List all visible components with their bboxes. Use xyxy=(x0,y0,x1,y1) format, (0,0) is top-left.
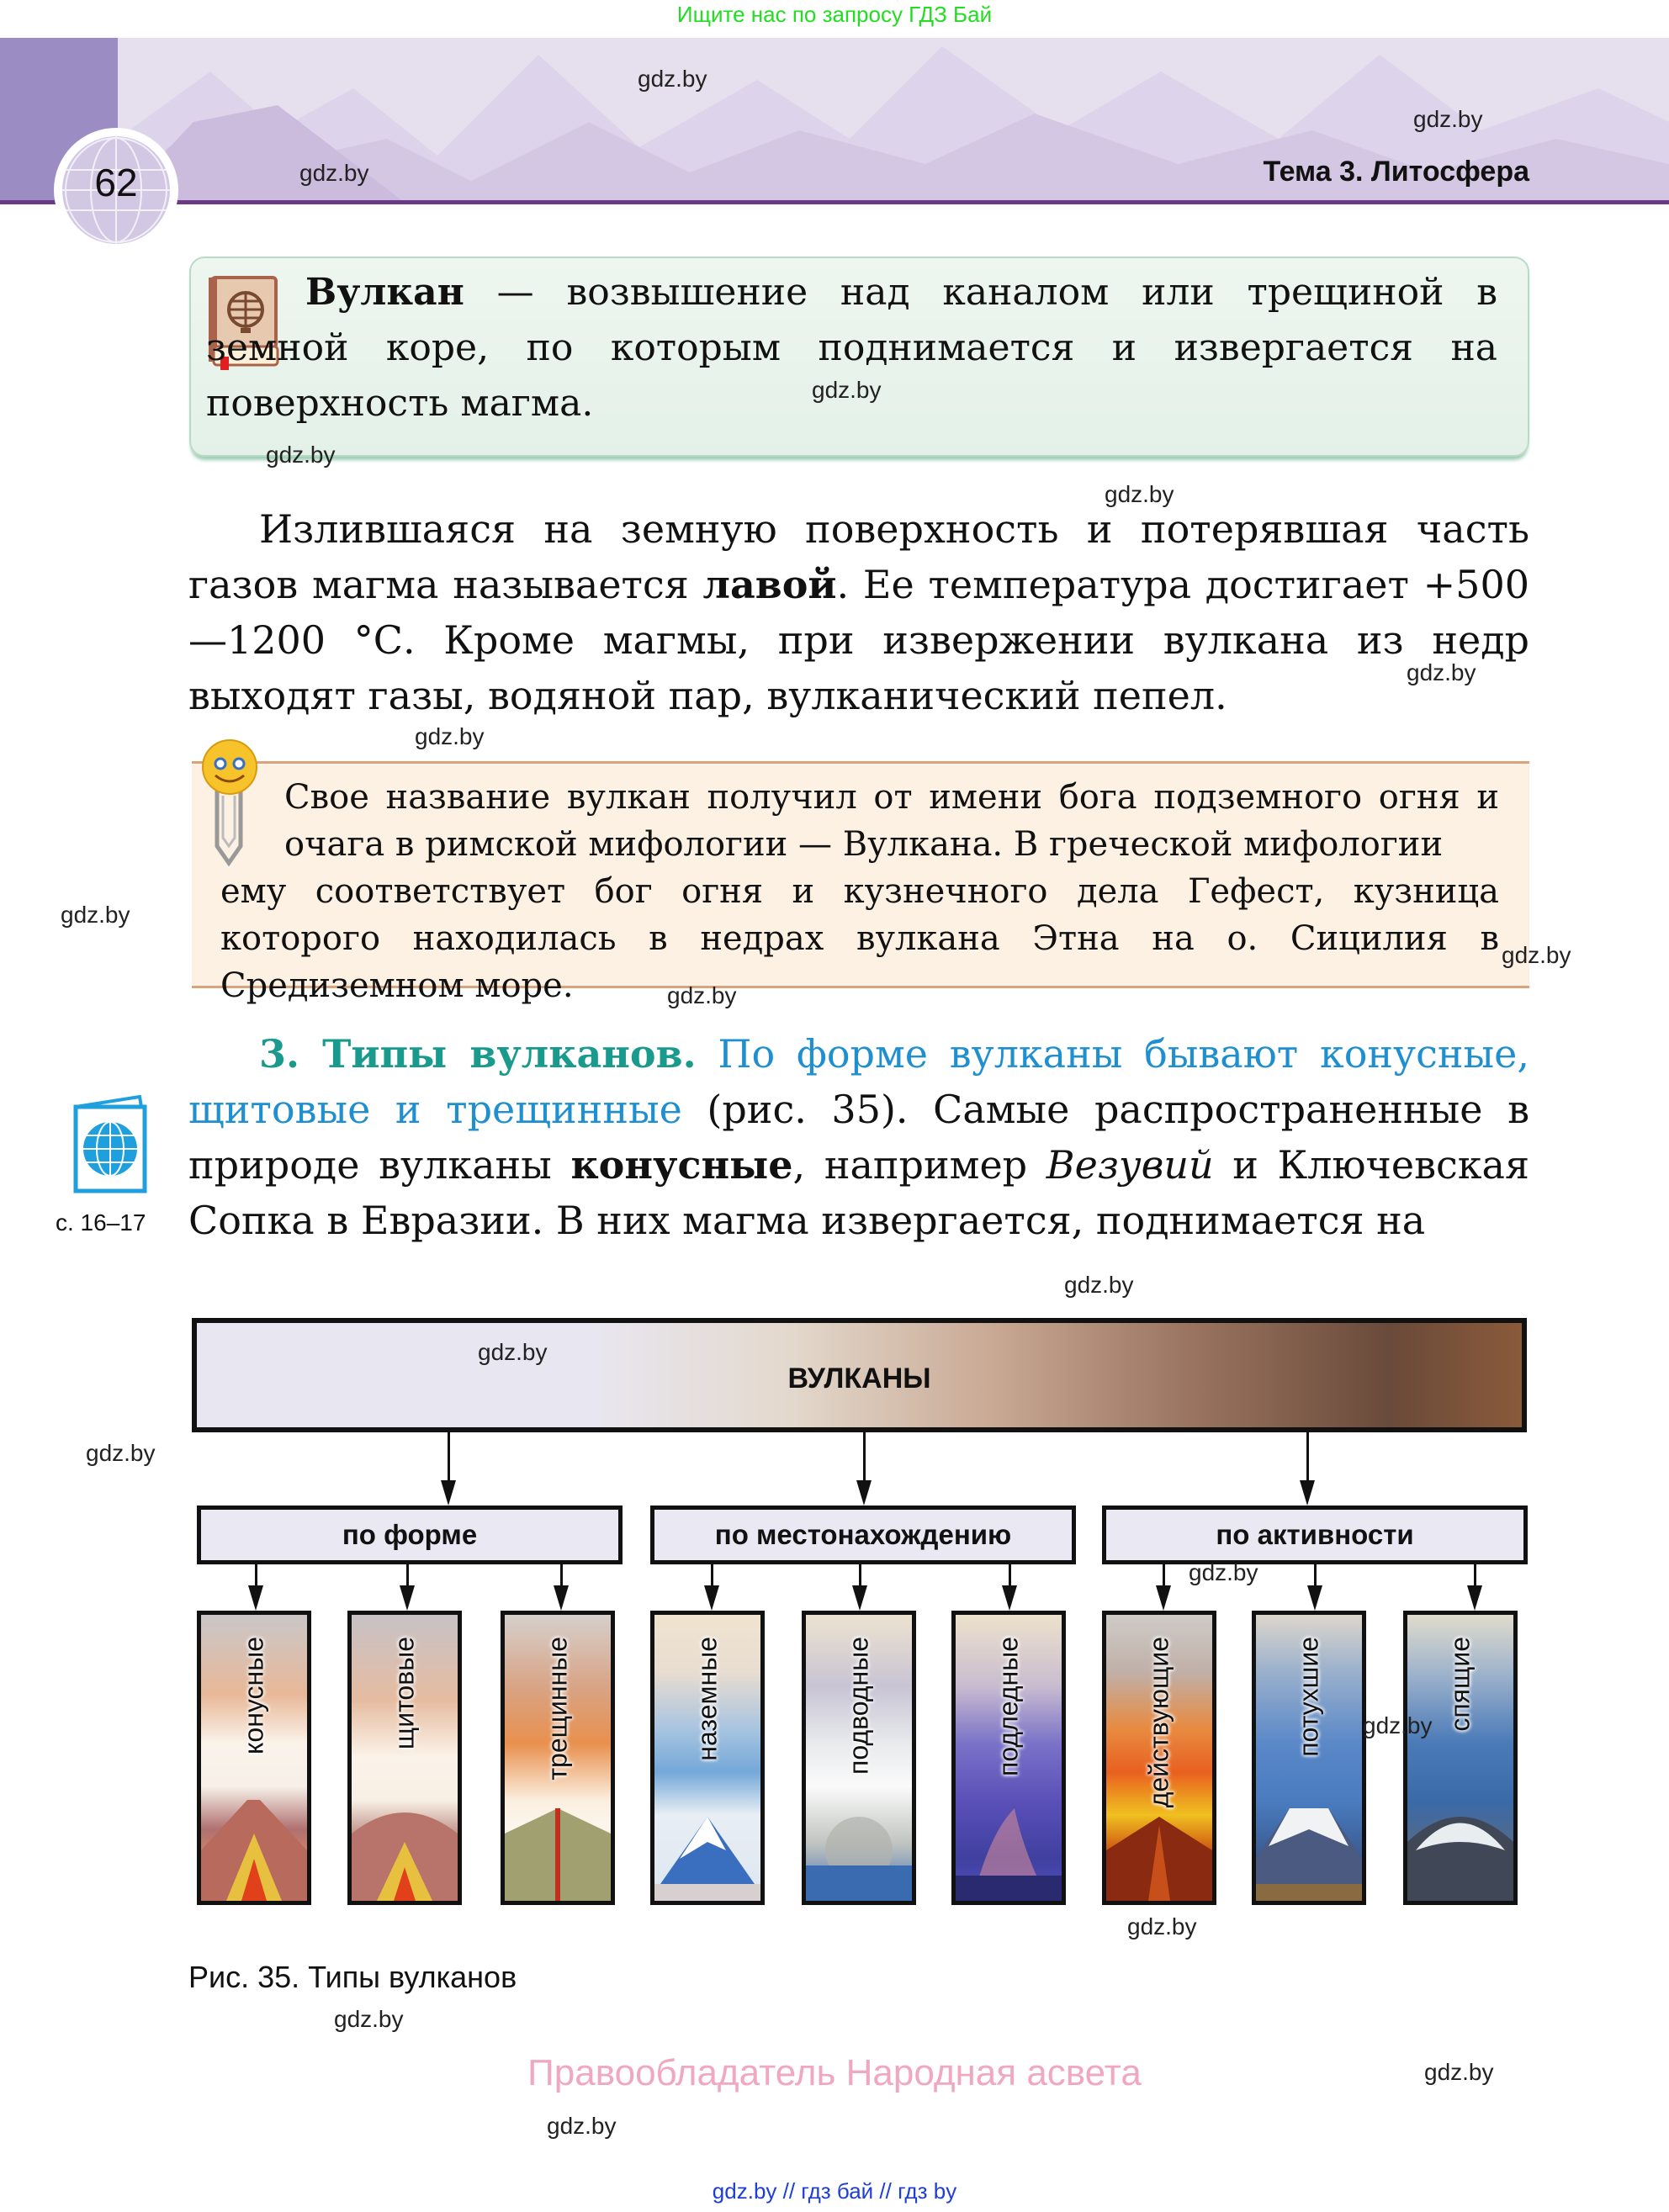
arrow-down-icon xyxy=(856,1480,872,1506)
paragraph-text: и Ключевская Сопка в Евразии. В них магма извергается, поднимается на xyxy=(188,1142,1529,1243)
paragraph-text: . Ее температура достигает +500—1200 °С. Кроме магмы, при извержении вулкана из недр выходят газы, водяной пар, вулканический пепел. xyxy=(188,562,1529,718)
category-label: по местонахождению xyxy=(714,1519,1012,1550)
type-card-active xyxy=(1102,1611,1216,1905)
arrow-down-icon xyxy=(400,1585,415,1611)
type-card-shield xyxy=(347,1611,462,1905)
watermark: gdz.by xyxy=(1413,106,1483,132)
arrow-down-icon xyxy=(1300,1480,1315,1506)
type-label: щитовые xyxy=(389,1637,420,1750)
arrow-down-icon xyxy=(1002,1585,1017,1611)
arrow-down-icon xyxy=(248,1585,263,1611)
section-volcano-types xyxy=(188,1026,1529,1248)
definition-text xyxy=(206,265,1497,431)
type-label: подводные xyxy=(843,1637,874,1775)
connector-line xyxy=(711,1564,713,1588)
connector-line xyxy=(863,1432,866,1483)
term-conical: конусные xyxy=(570,1142,793,1188)
fun-fact-line: Свое название вулкан получил от имени бога подземного огня и очага в римской мифологии — Вулкана. В греческой мифологии xyxy=(284,778,1499,864)
type-label: действующие xyxy=(1143,1637,1174,1808)
category-by-form xyxy=(197,1506,623,1564)
arrow-down-icon xyxy=(441,1480,456,1506)
watermark: gdz.by xyxy=(1363,1712,1433,1738)
connector-line xyxy=(859,1564,861,1588)
watermark: gdz.by xyxy=(1064,1272,1134,1298)
term-vesuvius: Везувий xyxy=(1046,1142,1214,1188)
arrow-down-icon xyxy=(704,1585,719,1611)
watermark: gdz.by xyxy=(478,1339,548,1365)
connector-line xyxy=(255,1564,257,1588)
type-card-subglacial xyxy=(951,1611,1066,1905)
topic-title: Тема 3. Литосфера xyxy=(1263,156,1529,188)
watermark: gdz.by xyxy=(812,377,882,403)
arrow-down-icon xyxy=(1307,1585,1322,1611)
type-label: наземные xyxy=(691,1637,723,1761)
atlas-page-reference[interactable]: с. 16–17 xyxy=(56,1209,146,1236)
type-card-conical xyxy=(197,1611,311,1905)
watermark: gdz.by xyxy=(299,160,369,186)
type-card-underwater xyxy=(802,1611,916,1905)
type-card-dormant xyxy=(1403,1611,1518,1905)
type-label: конусные xyxy=(238,1637,269,1754)
atlas-book-icon[interactable] xyxy=(72,1095,148,1194)
watermark: gdz.by xyxy=(1407,659,1476,685)
connector-line xyxy=(1306,1432,1309,1483)
header-divider xyxy=(0,200,1669,204)
paragraph-text: (рис. 35). Самые распространенные в природе вулканы xyxy=(188,1087,1529,1188)
type-card-land xyxy=(650,1611,765,1905)
watermark: gdz.by xyxy=(547,2113,617,2139)
category-label: по форме xyxy=(342,1519,478,1550)
arrow-down-icon xyxy=(554,1585,569,1611)
definition-term: Вулкан xyxy=(305,271,464,314)
definition-body: — возвышение над каналом или трещиной в земной коре, по которым поднимается и извергается на поверхность магма. xyxy=(206,271,1497,425)
diagram-root-label: ВУЛКАНЫ xyxy=(787,1363,931,1394)
watermark: gdz.by xyxy=(334,2006,404,2032)
type-label: потухшие xyxy=(1293,1637,1324,1757)
type-label: спящие xyxy=(1444,1637,1476,1732)
term-lava: лавой xyxy=(702,562,837,607)
search-banner[interactable]: Ищите нас по запросу ГДЗ Бай xyxy=(676,2,993,27)
connector-line xyxy=(1474,1564,1476,1588)
category-by-location xyxy=(650,1506,1076,1564)
connector-line xyxy=(448,1432,450,1483)
highlighted-text: По форме вулканы бывают конусные, щитовые и трещинные xyxy=(188,1031,1529,1132)
watermark: gdz.by xyxy=(638,66,707,92)
type-card-extinct xyxy=(1252,1611,1366,1905)
connector-line xyxy=(406,1564,409,1588)
watermark: gdz.by xyxy=(86,1440,156,1466)
watermark: gdz.by xyxy=(415,723,485,749)
fun-fact-line: ему соответствует бог огня и кузнечного дела Гефест, кузница которого находилась в недрах вулкана Этна на о. Сицилия в Средиземном море. xyxy=(220,872,1499,1005)
fun-fact-text xyxy=(220,774,1499,1009)
watermark: gdz.by xyxy=(1127,1913,1197,1939)
watermark: gdz.by xyxy=(266,442,336,468)
connector-line xyxy=(1314,1564,1317,1588)
type-label: подледные xyxy=(993,1637,1024,1776)
connector-line xyxy=(1009,1564,1011,1588)
watermark: gdz.by xyxy=(1189,1559,1258,1585)
type-card-fissure xyxy=(501,1611,615,1905)
arrow-down-icon xyxy=(1467,1585,1482,1611)
paragraph-lava xyxy=(188,501,1529,723)
arrow-down-icon xyxy=(852,1585,867,1611)
figure-caption: Рис. 35. Типы вулканов xyxy=(188,1960,517,1994)
copyright-notice: Правообладатель Народная асвета xyxy=(527,2052,1142,2093)
paragraph-text: Излившаяся на земную поверхность и потерявшая часть газов магма называется xyxy=(188,506,1529,607)
category-by-activity xyxy=(1102,1506,1528,1564)
page-number: 62 xyxy=(94,161,138,204)
section-heading: 3. Типы вулканов. xyxy=(259,1031,697,1077)
type-label: трещинные xyxy=(542,1637,573,1781)
category-label: по активности xyxy=(1216,1519,1414,1550)
watermark: gdz.by xyxy=(667,982,737,1008)
arrow-down-icon xyxy=(1156,1585,1171,1611)
watermark: gdz.by xyxy=(61,902,130,928)
watermark: gdz.by xyxy=(1502,942,1571,968)
watermark: gdz.by xyxy=(1424,2059,1494,2085)
connector-line xyxy=(1163,1564,1165,1588)
paragraph-text: , например xyxy=(792,1142,1046,1188)
footer-links[interactable]: gdz.by // гдз бай // гдз by xyxy=(712,2178,957,2204)
watermark: gdz.by xyxy=(1105,481,1174,507)
connector-line xyxy=(560,1564,563,1588)
